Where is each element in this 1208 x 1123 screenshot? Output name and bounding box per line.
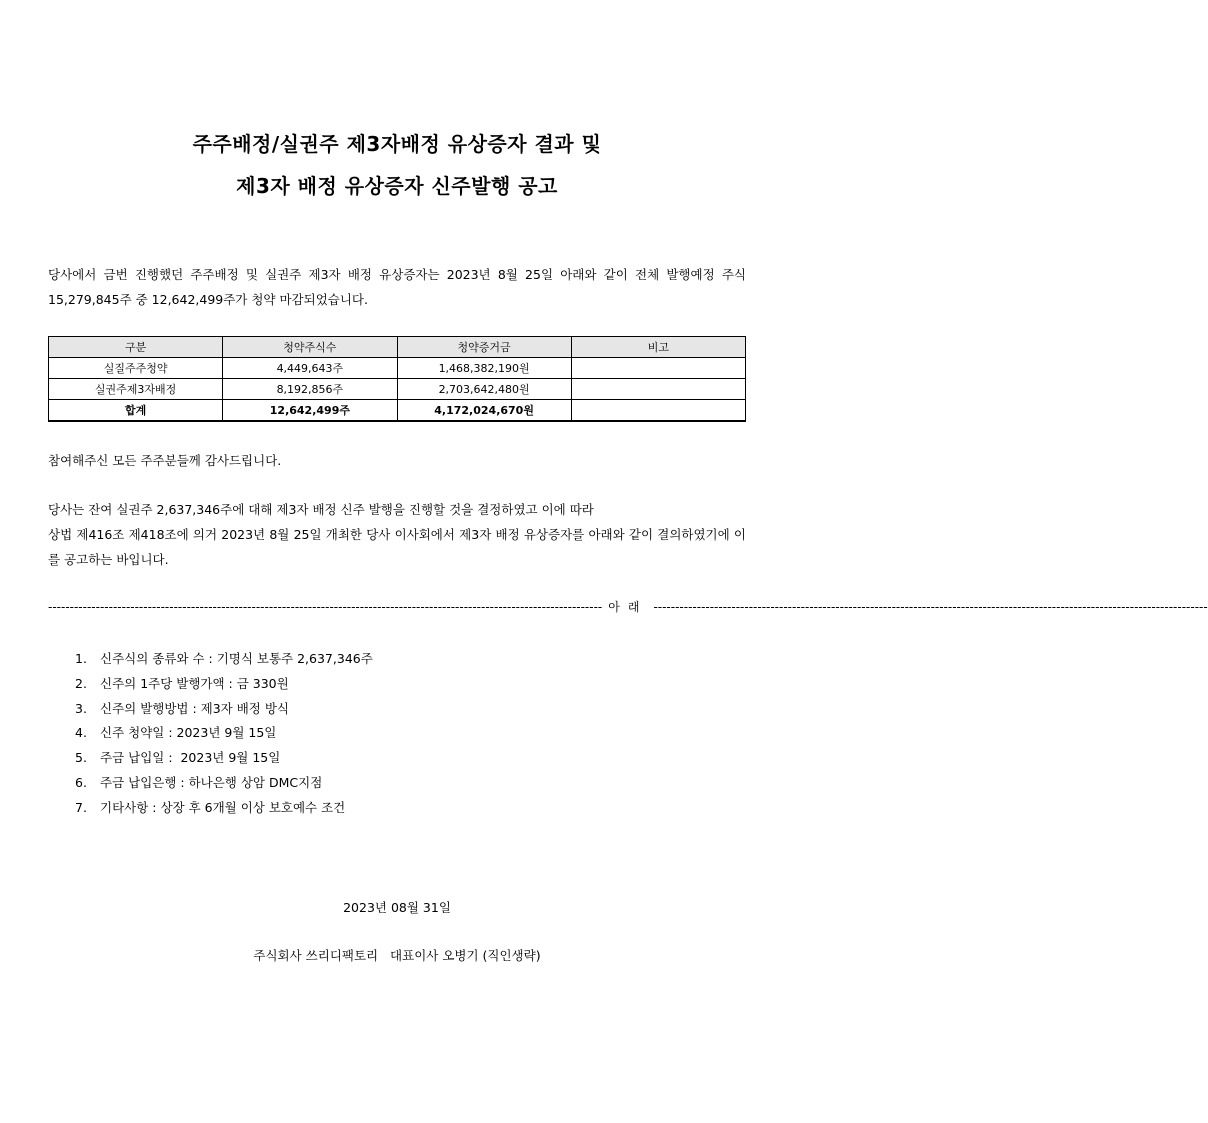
list-item-number: 5. (75, 750, 87, 766)
row-deposit: 1,468,382,190원 (397, 358, 571, 379)
divider-dashes-left: -------------------------------------------------------------------------------------------------------------------------------- (48, 599, 603, 614)
subscription-result-table (48, 336, 746, 422)
resolution-paragraph (48, 497, 746, 572)
row-category: 실질주주청약 (49, 358, 223, 379)
list-item-text: 신주의 발행방법 : 제3자 배정 방식 (100, 700, 290, 716)
divider-dashes-right: -------------------------------------------------------------------------------------------------------------------------------- (653, 599, 1208, 614)
thanks-paragraph: 참여해주신 모든 주주분들께 감사드립니다. (48, 453, 282, 468)
list-item-number: 2. (75, 675, 87, 691)
list-item-number: 3. (75, 700, 87, 716)
section-divider (48, 598, 1208, 615)
total-label: 합계 (49, 400, 223, 422)
list-item (75, 697, 373, 722)
divider-label: 아래 (608, 600, 648, 614)
list-item-text: 신주의 1주당 발행가액 : 금 330원 (100, 675, 289, 691)
table-row (49, 358, 746, 379)
title-line-1: 주주배정/실권주 제3자배정 유상증자 결과 및 (192, 132, 602, 156)
list-item-number: 6. (75, 774, 87, 790)
table-header-row (49, 337, 746, 358)
row-shares: 8,192,856주 (223, 379, 397, 400)
row-remarks (571, 379, 745, 400)
list-item-text: 신주식의 종류와 수 : 기명식 보통주 2,637,346주 (100, 651, 373, 666)
list-item (75, 796, 373, 821)
list-item-number: 4. (75, 725, 87, 741)
header-remarks: 비고 (571, 337, 745, 358)
list-item-text: 기타사항 : 상장 후 6개월 이상 보호예수 조건 (100, 799, 346, 815)
row-category: 실권주제3자배정 (49, 379, 223, 400)
total-deposit: 4,172,024,670원 (397, 400, 571, 422)
header-category: 구분 (49, 337, 223, 358)
table-row (49, 379, 746, 400)
resolution-line-2: 상법 제416조 제418조에 의거 2023년 8월 25일 개최한 당사 이사회에서 제3자 배정 유상증자를 아래와 같이 결의하였기에 이를 공고하는 바입니다. (48, 527, 746, 567)
title-line-2: 제3자 배정 유상증자 신주발행 공고 (236, 174, 558, 198)
company-signature: 주식회사 쓰리디팩토리 대표이사 오병기 (직인생략) (253, 948, 541, 963)
list-item (75, 647, 373, 672)
list-item-text: 주금 납입은행 : 하나은행 상암 DMC지점 (100, 774, 323, 790)
table-total-row (49, 400, 746, 422)
row-shares: 4,449,643주 (223, 358, 397, 379)
issuance-terms-list (75, 647, 373, 821)
list-item-number: 1. (75, 651, 87, 666)
header-deposit: 청약증거금 (397, 337, 571, 358)
header-shares: 청약주식수 (223, 337, 397, 358)
total-remarks (571, 400, 745, 422)
list-item-text: 주금 납입일 : 2023년 9월 15일 (100, 750, 281, 766)
list-item-number: 7. (75, 799, 87, 815)
announcement-date: 2023년 08월 31일 (343, 900, 451, 915)
list-item-text: 신주 청약일 : 2023년 9월 15일 (100, 725, 277, 741)
list-item (75, 672, 373, 697)
total-shares: 12,642,499주 (223, 400, 397, 422)
list-item (75, 771, 373, 796)
row-deposit: 2,703,642,480원 (397, 379, 571, 400)
resolution-line-1: 당사는 잔여 실권주 2,637,346주에 대해 제3자 배정 신주 발행을 진행할 것을 결정하였고 이에 따라 (48, 502, 594, 517)
list-item (75, 721, 373, 746)
intro-paragraph: 당사에서 금번 진행했던 주주배정 및 실권주 제3자 배정 유상증자는 2023년 8월 25일 아래와 같이 전체 발행예정 주식 15,279,845주 중 12,642,499주가 청약 마감되었습니다. (48, 267, 746, 307)
list-item (75, 746, 373, 771)
row-remarks (571, 358, 745, 379)
